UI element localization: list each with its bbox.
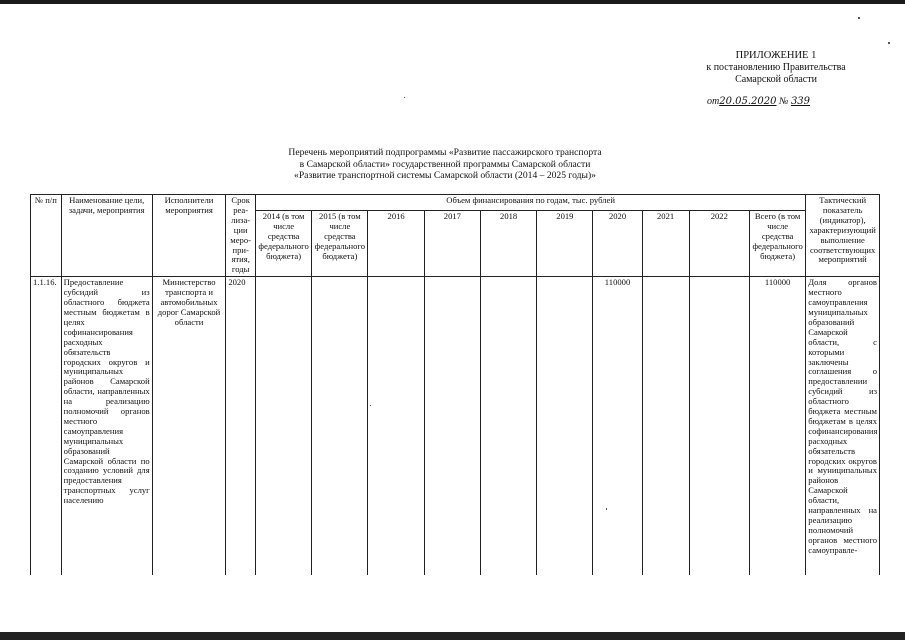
cell-name: Предоставление субсидий из областного бюджета местным бюджетам в целях софинансирования расходных обязательств городских округов и муниципальных районов Самарской области, направленных на реализацию полномочий органов местного самоуправления муниципальных образований Самарской области по созданию условий для предоставления транспортных услуг населению xyxy=(61,277,152,576)
scan-top-border xyxy=(0,0,905,4)
appendix-title: ПРИЛОЖЕНИЕ 1 xyxy=(735,50,817,61)
decree-reference xyxy=(707,96,810,107)
scan-speck xyxy=(606,508,607,510)
decree-prefix: от xyxy=(707,96,720,107)
header-year-2021: 2021 xyxy=(642,211,689,277)
cell-2016 xyxy=(368,277,424,576)
header-year-2017: 2017 xyxy=(424,211,480,277)
header-year-2015: 2015 (в том числе средства федерального бюджета) xyxy=(312,211,368,277)
appendix-line-3: Самарской области xyxy=(735,74,817,85)
decree-number: 339 xyxy=(790,96,811,107)
cell-term: 2020 xyxy=(226,277,256,576)
cell-2017 xyxy=(424,277,480,576)
header-year-2014: 2014 (в том числе средства федерального бюджета) xyxy=(255,211,311,277)
header-name: Наименование цели, задачи, мероприятия xyxy=(61,195,152,277)
cell-2018 xyxy=(480,277,536,576)
scan-speck xyxy=(858,17,860,19)
heading-line-3: «Развитие транспортной системы Самарской области (2014 – 2025 годы)» xyxy=(294,170,596,181)
measures-table xyxy=(30,194,880,575)
header-total: Всего (в том числе средства федерального бюджета) xyxy=(749,211,805,277)
header-year-2019: 2019 xyxy=(537,211,593,277)
scan-speck xyxy=(404,97,405,98)
cell-indicator: Доля органов местного самоуправления муниципальных образований Самарской области, с которыми заключены соглашения о предоставлении субсидий из областного бюджета местным бюджетам в целях софинансирования расходных обязательств городских округов и муниципальных районов Самарской области, направленных на реализацию полномочий органов местного самоуправле- xyxy=(806,277,880,576)
cell-2022 xyxy=(689,277,749,576)
scan-speck xyxy=(370,405,371,406)
scan-speck xyxy=(888,42,890,44)
appendix-line-2: к постановлению Правительства xyxy=(706,62,846,73)
heading-line-1: Перечень мероприятий подпрограммы «Развитие пассажирского транспорта xyxy=(288,147,602,158)
table-row xyxy=(31,277,880,576)
header-year-2020: 2020 xyxy=(593,211,642,277)
decree-date: 20.05.2020 xyxy=(719,96,777,107)
cell-2014 xyxy=(255,277,311,576)
scan-bottom-border xyxy=(0,632,905,640)
cell-2019 xyxy=(537,277,593,576)
table-header-row-1 xyxy=(31,195,880,211)
cell-2021 xyxy=(642,277,689,576)
header-executors: Исполнители мероприятия xyxy=(152,195,226,277)
header-year-2018: 2018 xyxy=(480,211,536,277)
decree-number-label: № xyxy=(779,96,789,107)
header-indicator: Тактический показатель (индикатор), характеризующий выполнение соответствующих мероприятий xyxy=(806,195,880,277)
header-year-2016: 2016 xyxy=(368,211,424,277)
cell-total: 110000 xyxy=(749,277,805,576)
header-funding: Объем финансирования по годам, тыс. рублей xyxy=(255,195,805,211)
appendix-block xyxy=(690,50,862,86)
document-heading xyxy=(240,147,650,182)
cell-2015 xyxy=(312,277,368,576)
cell-num: 1.1.16. xyxy=(31,277,62,576)
cell-2020: 110000 xyxy=(593,277,642,576)
header-year-2022: 2022 xyxy=(689,211,749,277)
cell-executor: Министерство транспорта и автомобильных дорог Самарской области xyxy=(152,277,226,576)
heading-line-2: в Самарской области» государственной программы Самарской области xyxy=(299,158,591,170)
header-term: Срок реа-лиза-ции меро-при-ятия, годы xyxy=(226,195,256,277)
header-num: № п/п xyxy=(31,195,62,277)
